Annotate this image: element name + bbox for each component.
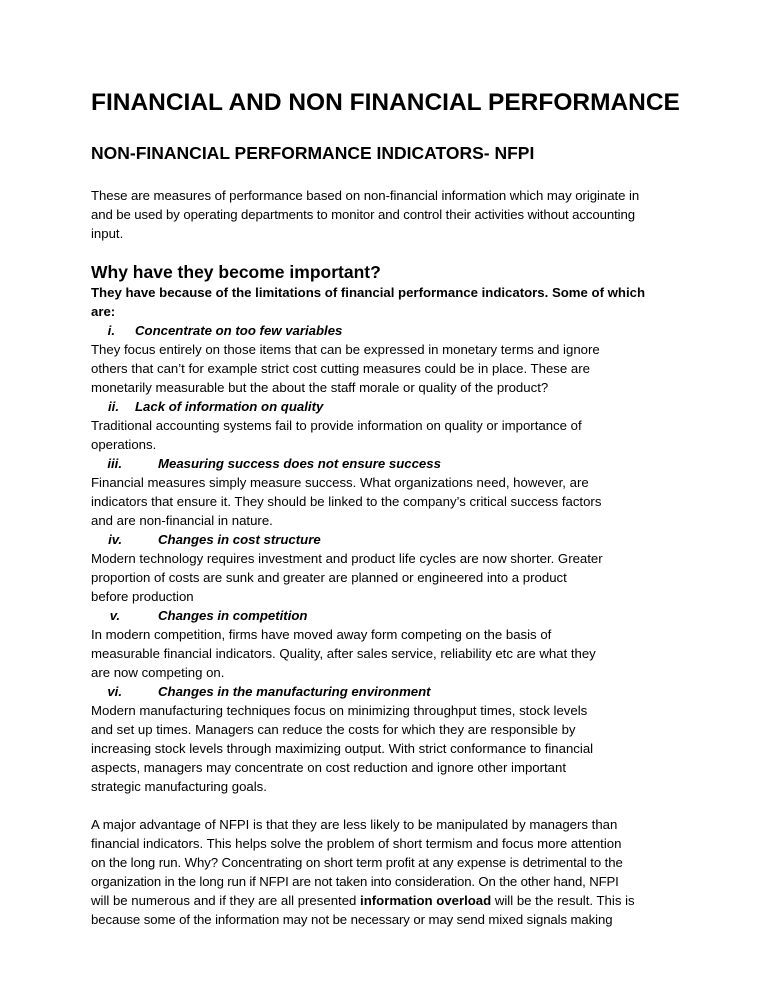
list-item-number: i. <box>107 323 115 338</box>
list-item-heading <box>91 606 683 625</box>
closing-line: on the long run. Why? Concentrating on short term profit at any expense is detrimental to the <box>91 855 623 870</box>
list-item-line: proportion of costs are sunk and greater are planned or engineered into a product <box>91 570 567 585</box>
list-item-number: v. <box>109 608 120 623</box>
list-item-number: ii. <box>108 399 119 414</box>
closing-line: financial indicators. This helps solve the problem of short termism and focus more attention <box>91 836 622 851</box>
list-item-title: Lack of information on quality <box>135 399 324 414</box>
section-heading: Why have they become important? <box>91 262 381 282</box>
list-item-line: aspects, managers may concentrate on cost reduction and ignore other important <box>91 760 567 775</box>
closing-text: will be the result. This is <box>491 893 635 908</box>
list-item-number: iii. <box>107 456 122 471</box>
list-item-title: Measuring success does not ensure success <box>158 456 441 471</box>
list-item-line: operations. <box>91 437 157 452</box>
list-item-body <box>91 416 683 454</box>
document-page <box>91 88 683 929</box>
list-item-heading <box>91 321 683 340</box>
list-item-body <box>91 340 683 397</box>
list-item-number: vi. <box>107 684 122 699</box>
list-item-heading <box>91 397 683 416</box>
list-item-line: monetarily measurable but the about the staff morale or quality of the product? <box>91 380 549 395</box>
list-item-line: increasing stock levels through maximizing output. With strict conformance to financial <box>91 741 594 756</box>
list-item-line: They focus entirely on those items that can be expressed in monetary terms and ignore <box>91 342 600 357</box>
list-item-line: before production <box>91 589 194 604</box>
closing-line: A major advantage of NFPI is that they are less likely to be manipulated by managers than <box>91 817 618 832</box>
list-item-line: measurable financial indicators. Quality, after sales service, reliability etc are what they <box>91 646 596 661</box>
list-item-number: iv. <box>108 532 122 547</box>
intro-line: These are measures of performance based on non-financial information which may originate in <box>91 188 640 203</box>
closing-line: organization in the long run if NFPI are not taken into consideration. On the other hand, NFPI <box>91 874 619 889</box>
list-item-body <box>91 549 683 606</box>
document-title: FINANCIAL AND NON FINANCIAL PERFORMANCE <box>91 89 680 116</box>
list-item-line: indicators that ensure it. They should be linked to the company’s critical success factors <box>91 494 602 509</box>
intro-line: input. <box>91 226 124 241</box>
list-item-line: Modern manufacturing techniques focus on minimizing throughput times, stock levels <box>91 703 588 718</box>
document-subtitle: NON-FINANCIAL PERFORMANCE INDICATORS- NFPI <box>91 143 535 163</box>
closing-paragraph <box>91 815 683 929</box>
list-item-title: Changes in the manufacturing environment <box>158 684 431 699</box>
list-item-line: Financial measures simply measure success. What organizations need, however, are <box>91 475 589 490</box>
closing-text: will be numerous and if they are all presented <box>91 893 361 908</box>
list-item-body <box>91 701 683 796</box>
list-item-line: Traditional accounting systems fail to provide information on quality or importance of <box>91 418 582 433</box>
list-item-line: strategic manufacturing goals. <box>91 779 267 794</box>
list-item-line: are now competing on. <box>91 665 225 680</box>
list-item-line: and set up times. Managers can reduce the costs for which they are responsible by <box>91 722 576 737</box>
list-item-body <box>91 625 683 682</box>
list-item-heading <box>91 454 683 473</box>
list-item-line: In modern competition, firms have moved away form competing on the basis of <box>91 627 552 642</box>
intro-line: and be used by operating departments to monitor and control their activities without accounting <box>91 207 635 222</box>
list-item-heading <box>91 682 683 701</box>
list-item-heading <box>91 530 683 549</box>
list-item-body <box>91 473 683 530</box>
list-item-title: Concentrate on too few variables <box>135 323 343 338</box>
section-lead <box>91 283 683 321</box>
section-lead-line: They have because of the limitations of financial performance indicators. Some of which <box>91 285 645 300</box>
list-item-line: and are non-financial in nature. <box>91 513 273 528</box>
list-item-title: Changes in competition <box>158 608 308 623</box>
information-overload-term: information overload <box>360 893 492 908</box>
section-lead-line: are: <box>91 304 116 319</box>
closing-line: because some of the information may not be necessary or may send mixed signals making <box>91 912 613 927</box>
list-item-title: Changes in cost structure <box>158 532 321 547</box>
closing-line <box>91 891 683 910</box>
intro-paragraph <box>91 186 683 243</box>
list-item-line: others that can’t for example strict cost cutting measures could be in place. These are <box>91 361 590 376</box>
list-item-line: Modern technology requires investment and product life cycles are now shorter. Greater <box>91 551 603 566</box>
